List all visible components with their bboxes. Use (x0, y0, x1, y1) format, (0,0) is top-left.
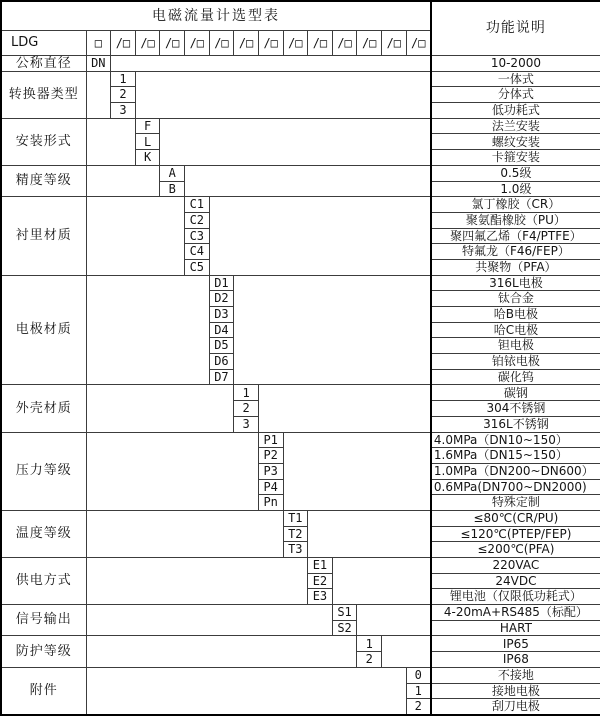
empty-cell (86, 510, 283, 557)
code-cell: P4 (258, 479, 283, 495)
empty-cell (86, 197, 185, 275)
desc-cell: ≤200℃(PFA) (431, 542, 600, 558)
empty-cell (209, 197, 431, 275)
desc-cell: 1.0MPa（DN200~DN600） (431, 463, 600, 479)
desc-cell: 不接地 (431, 667, 600, 683)
code-cell: T1 (283, 510, 308, 526)
desc-cell: 304不锈钢 (431, 401, 600, 417)
desc-cell: 0.6MPa(DN700~DN2000) (431, 479, 600, 495)
code-cell: E3 (308, 589, 333, 605)
section-label: 外壳材质 (1, 385, 86, 432)
code-cell: D1 (209, 275, 234, 291)
section-label: 压力等级 (1, 432, 86, 510)
section-label: 精度等级 (1, 165, 86, 196)
desc-cell: ≤120℃(PTEP/FEP) (431, 526, 600, 542)
code-cell: D5 (209, 338, 234, 354)
code-cell: D7 (209, 369, 234, 385)
empty-cell (308, 510, 431, 557)
section-label: 信号输出 (1, 605, 86, 636)
desc-cell: IP65 (431, 636, 600, 652)
desc-cell: 碳化钨 (431, 369, 600, 385)
section-label: 附件 (1, 667, 86, 715)
empty-cell (332, 558, 431, 605)
model-slot-box: /□ (406, 31, 431, 56)
empty-cell (86, 118, 135, 165)
empty-cell (86, 558, 308, 605)
desc-cell: 316L电极 (431, 275, 600, 291)
code-cell: E1 (308, 558, 333, 574)
section-label: 温度等级 (1, 510, 86, 557)
code-cell: DN (86, 56, 111, 72)
function-column-title: 功能说明 (431, 1, 600, 56)
code-cell: K (135, 150, 160, 166)
code-cell: 2 (111, 87, 136, 103)
desc-cell: 氯丁橡胶（CR） (431, 197, 600, 213)
empty-cell (86, 71, 111, 118)
model-base-box: □ (86, 31, 111, 56)
desc-cell: 1.6MPa（DN15~150） (431, 448, 600, 464)
section-label: 转换器类型 (1, 71, 86, 118)
desc-cell: 24VDC (431, 573, 600, 589)
code-cell: B (160, 181, 185, 197)
model-slot-box: /□ (258, 31, 283, 56)
desc-cell: IP68 (431, 652, 600, 668)
model-slot-box: /□ (308, 31, 333, 56)
empty-cell (86, 667, 406, 715)
code-cell: P1 (258, 432, 283, 448)
model-slot-box: /□ (332, 31, 357, 56)
desc-cell: 法兰安装 (431, 118, 600, 134)
code-cell: S1 (332, 605, 357, 621)
model-slot-box: /□ (209, 31, 234, 56)
code-cell: D4 (209, 322, 234, 338)
desc-cell: 聚四氟乙烯（F4/PTFE） (431, 228, 600, 244)
desc-cell: 哈B电极 (431, 307, 600, 323)
code-cell: C5 (185, 259, 210, 275)
empty-cell (86, 605, 332, 636)
empty-cell (283, 432, 431, 510)
desc-cell: 4.0MPa（DN10~150） (431, 432, 600, 448)
code-cell: 3 (111, 103, 136, 119)
code-cell: C1 (185, 197, 210, 213)
code-cell: L (135, 134, 160, 150)
model-prefix-cell: LDG (1, 31, 86, 56)
model-slot-box: /□ (185, 31, 210, 56)
desc-cell: 316L不锈钢 (431, 416, 600, 432)
code-cell: 0 (406, 667, 431, 683)
empty-cell (234, 275, 431, 385)
code-cell: 1 (111, 71, 136, 87)
model-slot-box: /□ (357, 31, 382, 56)
desc-cell: HART (431, 620, 600, 636)
code-cell: C2 (185, 212, 210, 228)
desc-cell: 1.0级 (431, 181, 600, 197)
desc-cell: 碳钢 (431, 385, 600, 401)
code-cell: E2 (308, 573, 333, 589)
model-slot-box: /□ (234, 31, 259, 56)
model-slot-box: /□ (283, 31, 308, 56)
empty-cell (86, 636, 357, 667)
desc-cell: 哈C电极 (431, 322, 600, 338)
model-slot-box: /□ (382, 31, 407, 56)
code-cell: 1 (357, 636, 382, 652)
empty-cell (86, 432, 258, 510)
code-cell: 2 (234, 401, 259, 417)
code-cell: C4 (185, 244, 210, 260)
desc-cell: 4-20mA+RS485（标配） (431, 605, 600, 621)
desc-cell: 钛合金 (431, 291, 600, 307)
page-title: 电磁流量计选型表 (1, 1, 431, 31)
desc-cell: 特氟龙（F46/FEP） (431, 244, 600, 260)
desc-cell: 220VAC (431, 558, 600, 574)
section-label: 防护等级 (1, 636, 86, 667)
section-label: 电极材质 (1, 275, 86, 385)
empty-cell (185, 165, 431, 196)
section-label: 衬里材质 (1, 197, 86, 275)
empty-cell (258, 385, 431, 432)
empty-cell (86, 275, 209, 385)
code-cell: D2 (209, 291, 234, 307)
empty-cell (382, 636, 431, 667)
code-cell: T2 (283, 526, 308, 542)
code-cell: 3 (234, 416, 259, 432)
desc-cell: 特殊定制 (431, 495, 600, 511)
empty-cell (135, 71, 431, 118)
code-cell: D3 (209, 307, 234, 323)
code-cell: P2 (258, 448, 283, 464)
code-cell: D6 (209, 354, 234, 370)
empty-cell (86, 385, 234, 432)
section-label: 供电方式 (1, 558, 86, 605)
desc-cell: 共聚物（PFA） (431, 259, 600, 275)
desc-cell: 锂电池（仅限低功耗式） (431, 589, 600, 605)
desc-cell: 钽电极 (431, 338, 600, 354)
code-cell: 2 (357, 652, 382, 668)
desc-cell: 接地电极 (431, 683, 600, 699)
code-cell: A (160, 165, 185, 181)
section-label: 公称直径 (1, 56, 86, 72)
code-cell: 2 (406, 699, 431, 715)
empty-cell (160, 118, 431, 165)
desc-cell: 10-2000 (431, 56, 600, 72)
code-cell: 1 (406, 683, 431, 699)
empty-cell (357, 605, 431, 636)
desc-cell: 聚氨酯橡胶（PU） (431, 212, 600, 228)
desc-cell: 铂铱电极 (431, 354, 600, 370)
code-cell: C3 (185, 228, 210, 244)
desc-cell: 低功耗式 (431, 103, 600, 119)
desc-cell: ≤80℃(CR/PU) (431, 510, 600, 526)
code-cell: T3 (283, 542, 308, 558)
model-slot-box: /□ (160, 31, 185, 56)
desc-cell: 一体式 (431, 71, 600, 87)
desc-cell: 分体式 (431, 87, 600, 103)
desc-cell: 卡箍安装 (431, 150, 600, 166)
model-slot-box: /□ (135, 31, 160, 56)
section-label: 安装形式 (1, 118, 86, 165)
code-cell: S2 (332, 620, 357, 636)
desc-cell: 螺纹安装 (431, 134, 600, 150)
desc-cell: 刮刀电极 (431, 699, 600, 715)
code-cell: Pn (258, 495, 283, 511)
model-slot-box: /□ (111, 31, 136, 56)
code-cell: F (135, 118, 160, 134)
empty-cell (111, 56, 431, 72)
code-cell: 1 (234, 385, 259, 401)
empty-cell (86, 165, 160, 196)
desc-cell: 0.5级 (431, 165, 600, 181)
code-cell: P3 (258, 463, 283, 479)
